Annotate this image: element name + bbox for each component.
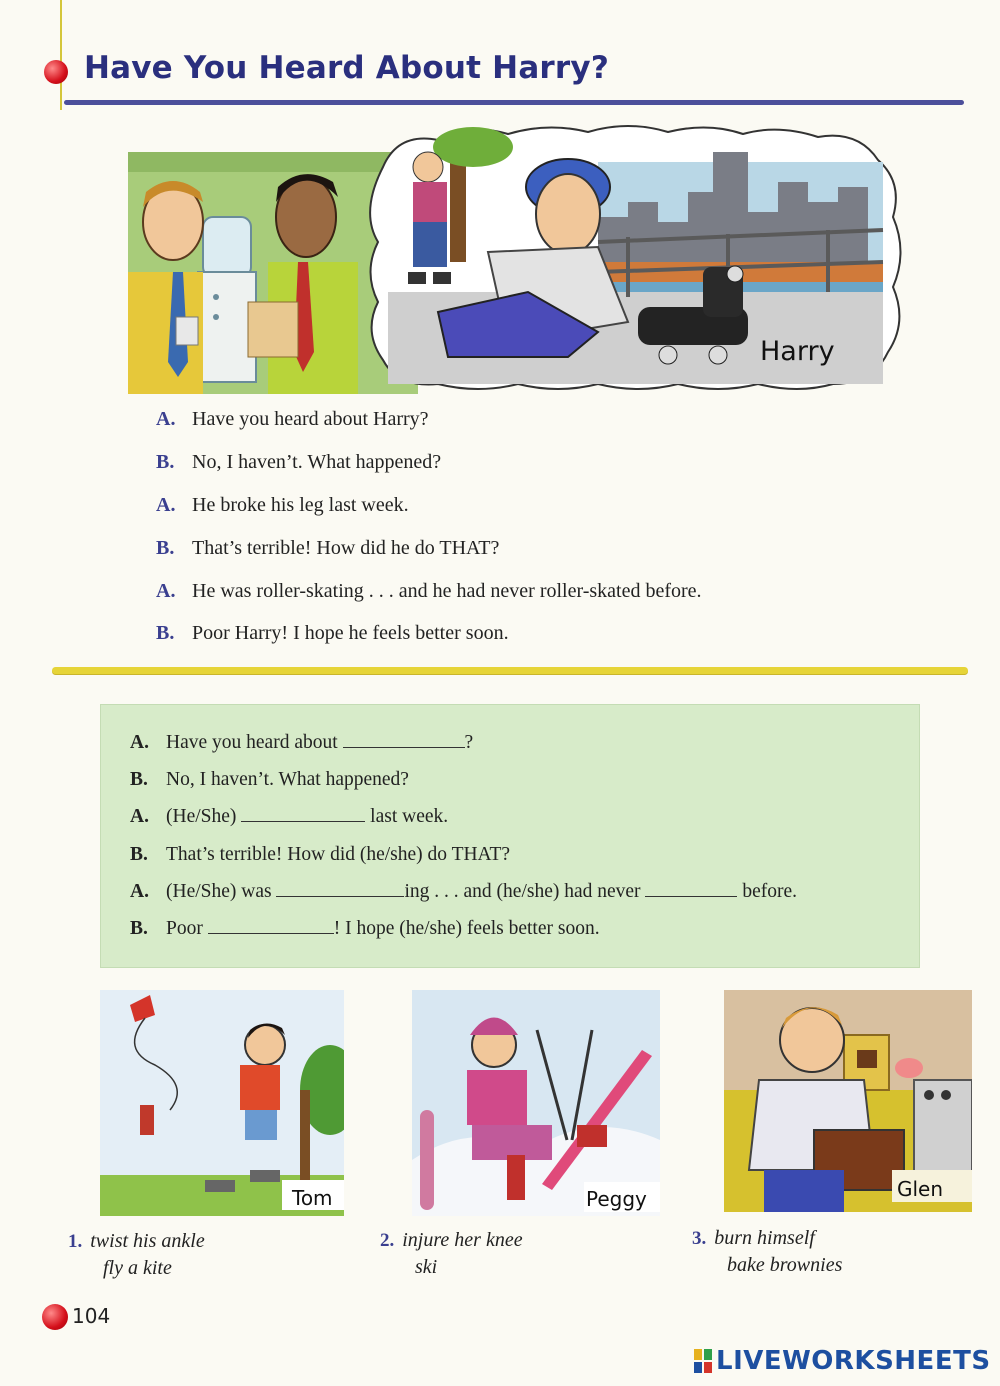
exercise-2-illustration — [412, 990, 660, 1216]
water-cooler-icon — [198, 217, 256, 382]
dialogue-line: A. He broke his leg last week. — [156, 494, 409, 516]
fill-blank[interactable] — [343, 732, 465, 748]
dialogue-line: A. Have you heard about Harry? — [156, 408, 429, 430]
page-bullet-icon — [42, 1304, 68, 1330]
fill-blank[interactable] — [208, 918, 334, 934]
liveworksheets-logo-icon — [694, 1349, 712, 1373]
harry-name-label: Harry — [760, 336, 835, 367]
dialogue-line: A. He was roller-skating . . . and he had never roller-skated before. — [156, 580, 702, 602]
dialogue-line: B. Poor Harry! I hope he feels better soon. — [156, 622, 509, 644]
exercise-3-caption: 3. burn himself bake brownies — [692, 1227, 843, 1276]
title-divider — [64, 100, 964, 105]
section-divider — [52, 667, 968, 674]
dialogue-line: B. That’s terrible! How did he do THAT? — [156, 537, 500, 559]
practice-line: A. Have you heard about ? — [130, 732, 474, 753]
exercise-1-caption: 1. twist his ankle fly a kite — [68, 1230, 205, 1279]
exercise-2-caption: 2. injure her knee ski — [380, 1229, 523, 1278]
glen-name-label: Glen — [897, 1177, 944, 1201]
title-bullet-icon — [44, 60, 68, 84]
fill-blank[interactable] — [276, 881, 404, 897]
practice-line: A. (He/She) last week. — [130, 806, 449, 827]
harry-illustration — [128, 122, 903, 394]
exercise-1-illustration — [100, 990, 344, 1216]
page-number: 104 — [72, 1304, 111, 1328]
practice-line: A. (He/She) was ing . . . and (he/she) had never before. — [130, 881, 797, 902]
fill-blank[interactable] — [645, 881, 737, 897]
liveworksheets-watermark: LIVEWORKSHEETS — [716, 1346, 991, 1376]
practice-line: B. No, I haven’t. What happened? — [130, 769, 409, 790]
practice-line: B. Poor ! I hope (he/she) feels better soon. — [130, 918, 600, 939]
practice-line: B. That’s terrible! How did (he/she) do THAT? — [130, 844, 511, 865]
exercise-3-illustration — [724, 990, 972, 1212]
page-title: Have You Heard About Harry? — [84, 50, 609, 86]
peggy-name-label: Peggy — [586, 1187, 647, 1211]
margin-rule — [60, 0, 62, 110]
dialogue-line: B. No, I haven’t. What happened? — [156, 451, 442, 473]
fill-blank[interactable] — [241, 806, 365, 822]
tom-name-label: Tom — [292, 1186, 333, 1210]
